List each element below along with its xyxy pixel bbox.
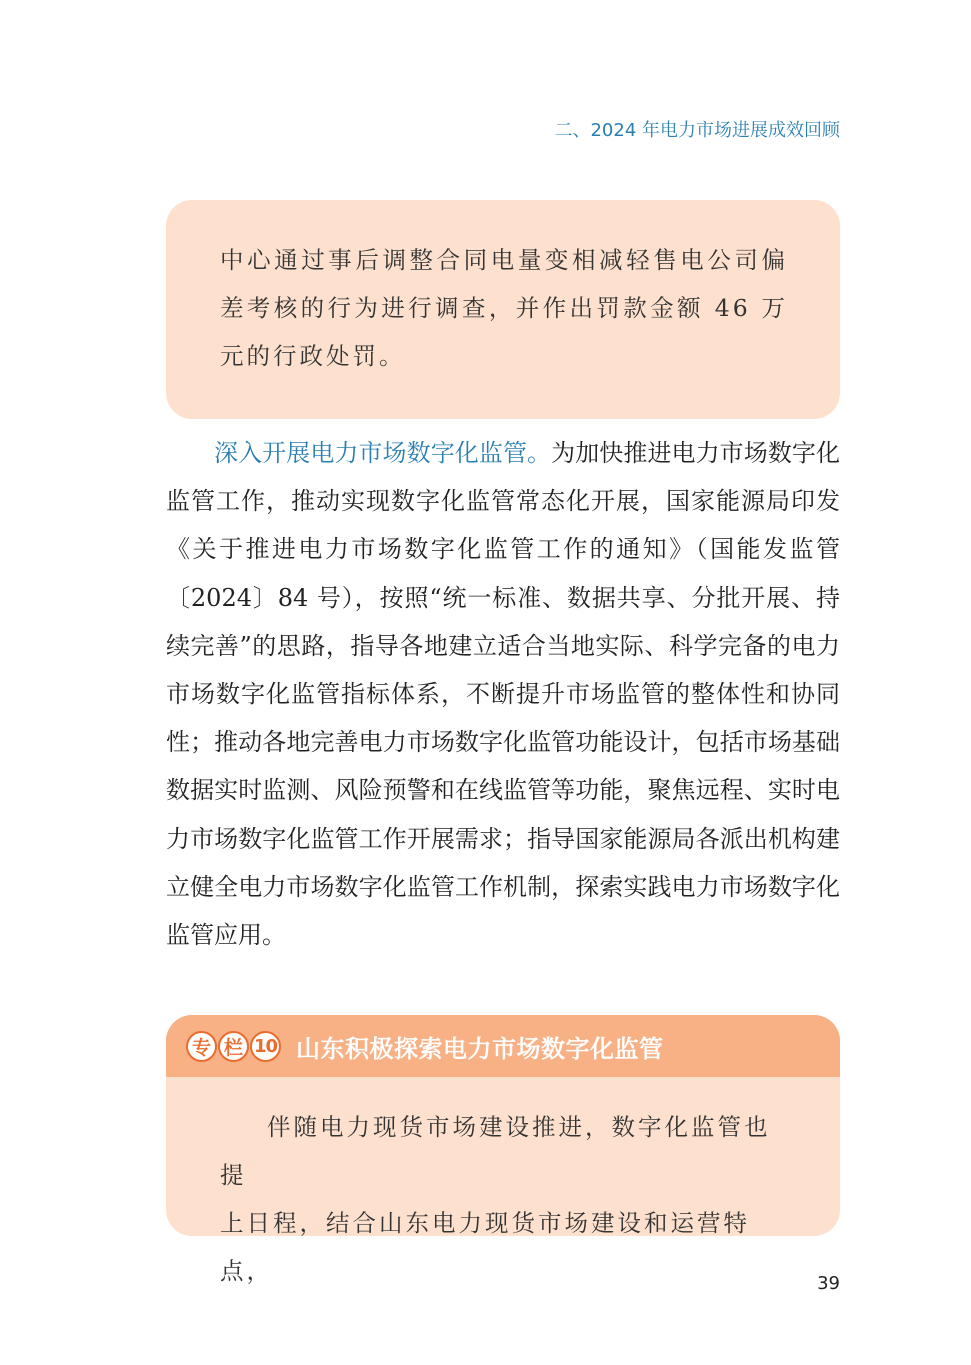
column-line-1: 伴随电力现货市场建设推进，数字化监管也提 bbox=[220, 1113, 771, 1189]
page-number: 39 bbox=[817, 1273, 840, 1294]
section-paragraph bbox=[166, 429, 840, 959]
section-body-text: 为加快推进电力市场数字化监管工作，推动实现数字化监管常态化开展，国家能源局印发《关于推进电力市场数字化监管工作的通知》（国能发监管〔2024〕84 号），按照“统一标准、数据共享、分批开展、持续完善”的思路，指导各地建立适合当地实际、科学完备的电力市场数字化监管指标体系，不断提升市场监管的整体性和协同性；推动各地完善电力市场数字化监管功能设计，包括市场基础数据实时监测、风险预警和在线监管等功能，聚焦远程、实时电力市场数字化监管工作开展需求；指导国家能源局各派出机构建立健全电力市场数字化监管工作机制，探索实践电力市场数字化监管应用。 bbox=[166, 439, 841, 950]
section-lead-heading: 深入开展电力市场数字化监管。 bbox=[214, 439, 552, 467]
column-number-badge: 10 bbox=[250, 1031, 281, 1062]
column-title: 山东积极探索电力市场数字化监管 bbox=[296, 1034, 664, 1063]
column-header bbox=[166, 1015, 840, 1077]
column-body bbox=[166, 1077, 840, 1295]
column-badge-char-2: 栏 bbox=[218, 1031, 249, 1062]
column-badge-char-1: 专 bbox=[186, 1031, 217, 1062]
running-header: 二、2024 年电力市场进展成效回顾 bbox=[554, 120, 840, 141]
note-text: 中心通过事后调整合同电量变相减轻售电公司偏差考核的行为进行调查，并作出罚款金额 46 万元的行政处罚。 bbox=[220, 246, 788, 370]
column-line-2: 上日程，结合山东电力现货市场建设和运营特点， bbox=[220, 1209, 750, 1285]
continued-note-box bbox=[166, 200, 840, 419]
